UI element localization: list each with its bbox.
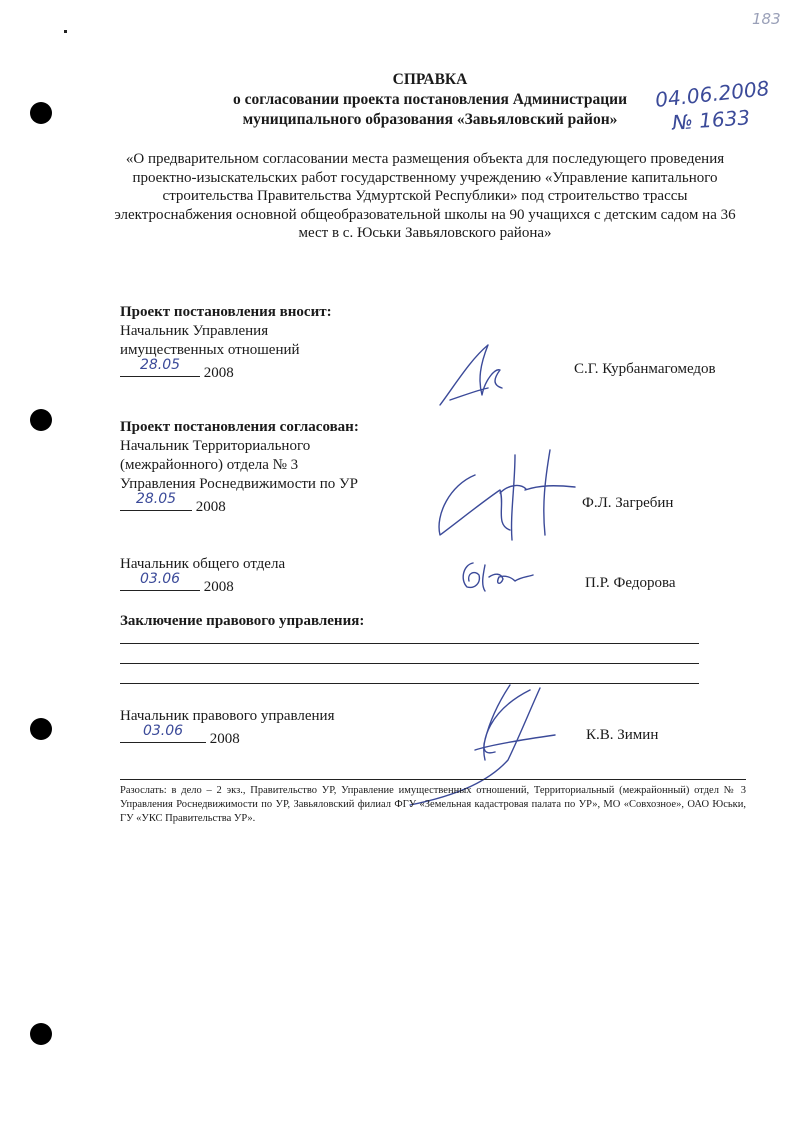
conclusion-line — [120, 643, 699, 644]
registration-date: 04.06.2008 — [654, 76, 771, 112]
date-year: 2008 — [203, 579, 234, 595]
handwritten-date: 28.05 — [139, 357, 181, 373]
introduced-position: Начальник Управления — [120, 323, 269, 339]
document-subtitle-line: о согласовании проекта постановления Администрации — [232, 91, 628, 108]
date-year: 2008 — [195, 499, 226, 515]
legal-heading: Заключение правового управления: — [120, 613, 365, 629]
document-title: СПРАВКА — [392, 71, 468, 88]
legal-position: Начальник правового управления — [120, 708, 335, 724]
legal-date — [120, 723, 240, 749]
punch-hole — [30, 1023, 52, 1045]
general-position: Начальник общего отдела — [120, 556, 286, 572]
document-subtitle-line: муниципального образования «Завьяловский район» — [242, 111, 618, 128]
handwritten-date: 28.05 — [135, 491, 177, 507]
handwritten-date: 03.06 — [139, 571, 181, 587]
signature-fedorova — [455, 555, 535, 595]
footer-divider — [120, 779, 746, 780]
agreed-date — [120, 491, 226, 517]
introduced-date — [120, 357, 234, 383]
distribution-list: Разослать: в дело – 2 экз., Правительство УР, Управление имущественных отношений, Территориальный (межрайонный) отдел № 3 Управления Роснедвижимости по УР, Завьяловский филиал ФГУ «Земельная кадастровая палата по УР», МО «Совхозное», ОАО Юськи, ГУ «УКС Правительства УР». — [120, 785, 746, 824]
signature-zagrebin — [430, 445, 580, 545]
agreed-position: Начальник Территориального — [120, 438, 311, 454]
agreed-position: Управления Роснедвижимости по УР — [120, 476, 358, 492]
introduced-name: С.Г. Курбанмагомедов — [574, 361, 716, 377]
agreed-heading: Проект постановления согласован: — [120, 419, 359, 435]
introduced-heading: Проект постановления вносит: — [120, 304, 332, 320]
agreed-name: Ф.Л. Загребин — [582, 495, 674, 511]
page-number: 183 — [752, 10, 781, 28]
scan-speck — [64, 30, 67, 33]
general-date — [120, 571, 234, 597]
date-year: 2008 — [209, 731, 240, 747]
agreed-position: (межрайонного) отдела № 3 — [120, 457, 299, 473]
legal-name: К.В. Зимин — [586, 727, 659, 743]
subject-paragraph: «О предварительном согласовании места размещения объекта для последующего проведения проектно-изыскательских работ государственному учреждению «Управление капитального строительства Правительства Удмуртской Республики» под строительство трассы электроснабжения основной общеобразовательной школы на 90 учащихся с детским садом на 36 мест в с. Юськи Завьяловского района» — [114, 151, 736, 241]
date-year: 2008 — [203, 365, 234, 381]
punch-hole — [30, 718, 52, 740]
signature-kurbanmagomedov — [430, 340, 530, 410]
conclusion-line — [120, 663, 699, 664]
punch-hole — [30, 409, 52, 431]
introduced-position: имущественных отношений — [120, 342, 300, 358]
handwritten-date: 03.06 — [142, 723, 184, 739]
registration-number: № 1633 — [671, 105, 751, 135]
general-name: П.Р. Федорова — [585, 575, 676, 591]
